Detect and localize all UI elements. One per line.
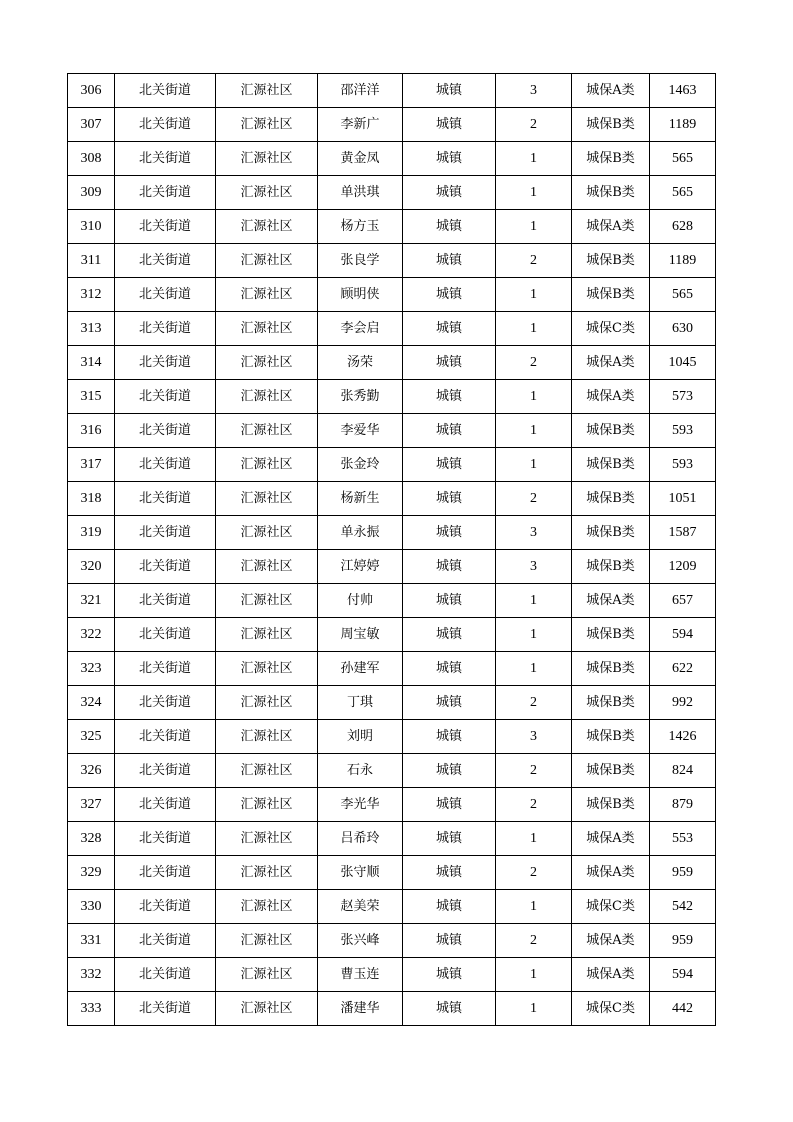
assistance-category-cell: 城保B类 xyxy=(572,516,650,550)
street-cell: 北关街道 xyxy=(115,414,216,448)
table-row xyxy=(68,176,716,210)
row-number-cell: 309 xyxy=(68,176,115,210)
people-count-cell: 1 xyxy=(496,448,572,482)
table-row xyxy=(68,788,716,822)
row-number-cell: 324 xyxy=(68,686,115,720)
row-number-cell: 311 xyxy=(68,244,115,278)
household-type-cell: 城镇 xyxy=(403,482,496,516)
amount-cell: 1463 xyxy=(650,74,716,108)
table-row xyxy=(68,550,716,584)
name-cell: 江婷婷 xyxy=(318,550,403,584)
assistance-category-cell: 城保B类 xyxy=(572,550,650,584)
name-cell: 赵美荣 xyxy=(318,890,403,924)
assistance-category-cell: 城保A类 xyxy=(572,856,650,890)
assistance-category-cell: 城保A类 xyxy=(572,74,650,108)
household-type-cell: 城镇 xyxy=(403,686,496,720)
community-cell: 汇源社区 xyxy=(216,108,318,142)
street-cell: 北关街道 xyxy=(115,822,216,856)
people-count-cell: 1 xyxy=(496,890,572,924)
street-cell: 北关街道 xyxy=(115,244,216,278)
community-cell: 汇源社区 xyxy=(216,74,318,108)
amount-cell: 622 xyxy=(650,652,716,686)
people-count-cell: 2 xyxy=(496,482,572,516)
table-row xyxy=(68,618,716,652)
household-type-cell: 城镇 xyxy=(403,958,496,992)
street-cell: 北关街道 xyxy=(115,720,216,754)
table-row xyxy=(68,380,716,414)
community-cell: 汇源社区 xyxy=(216,856,318,890)
community-cell: 汇源社区 xyxy=(216,822,318,856)
row-number-cell: 325 xyxy=(68,720,115,754)
name-cell: 顾明侠 xyxy=(318,278,403,312)
community-cell: 汇源社区 xyxy=(216,788,318,822)
row-number-cell: 320 xyxy=(68,550,115,584)
name-cell: 李会启 xyxy=(318,312,403,346)
people-count-cell: 2 xyxy=(496,754,572,788)
community-cell: 汇源社区 xyxy=(216,346,318,380)
row-number-cell: 330 xyxy=(68,890,115,924)
name-cell: 黄金凤 xyxy=(318,142,403,176)
amount-cell: 959 xyxy=(650,924,716,958)
community-cell: 汇源社区 xyxy=(216,550,318,584)
row-number-cell: 315 xyxy=(68,380,115,414)
amount-cell: 1209 xyxy=(650,550,716,584)
community-cell: 汇源社区 xyxy=(216,958,318,992)
street-cell: 北关街道 xyxy=(115,754,216,788)
street-cell: 北关街道 xyxy=(115,312,216,346)
assistance-recipients-table xyxy=(67,73,716,1026)
assistance-category-cell: 城保A类 xyxy=(572,380,650,414)
amount-cell: 959 xyxy=(650,856,716,890)
row-number-cell: 322 xyxy=(68,618,115,652)
table-row xyxy=(68,346,716,380)
community-cell: 汇源社区 xyxy=(216,210,318,244)
table-row xyxy=(68,992,716,1026)
table-row xyxy=(68,652,716,686)
people-count-cell: 1 xyxy=(496,958,572,992)
community-cell: 汇源社区 xyxy=(216,448,318,482)
community-cell: 汇源社区 xyxy=(216,720,318,754)
community-cell: 汇源社区 xyxy=(216,380,318,414)
amount-cell: 442 xyxy=(650,992,716,1026)
assistance-category-cell: 城保B类 xyxy=(572,244,650,278)
assistance-category-cell: 城保A类 xyxy=(572,958,650,992)
people-count-cell: 3 xyxy=(496,550,572,584)
people-count-cell: 3 xyxy=(496,720,572,754)
street-cell: 北关街道 xyxy=(115,176,216,210)
row-number-cell: 318 xyxy=(68,482,115,516)
assistance-category-cell: 城保B类 xyxy=(572,176,650,210)
street-cell: 北关街道 xyxy=(115,788,216,822)
name-cell: 李爱华 xyxy=(318,414,403,448)
people-count-cell: 1 xyxy=(496,618,572,652)
name-cell: 周宝敏 xyxy=(318,618,403,652)
street-cell: 北关街道 xyxy=(115,856,216,890)
row-number-cell: 326 xyxy=(68,754,115,788)
assistance-category-cell: 城保B类 xyxy=(572,482,650,516)
table-row xyxy=(68,210,716,244)
table-row xyxy=(68,924,716,958)
amount-cell: 594 xyxy=(650,958,716,992)
household-type-cell: 城镇 xyxy=(403,652,496,686)
amount-cell: 630 xyxy=(650,312,716,346)
street-cell: 北关街道 xyxy=(115,584,216,618)
people-count-cell: 2 xyxy=(496,686,572,720)
street-cell: 北关街道 xyxy=(115,686,216,720)
name-cell: 张守顺 xyxy=(318,856,403,890)
community-cell: 汇源社区 xyxy=(216,142,318,176)
household-type-cell: 城镇 xyxy=(403,822,496,856)
street-cell: 北关街道 xyxy=(115,448,216,482)
amount-cell: 553 xyxy=(650,822,716,856)
people-count-cell: 1 xyxy=(496,992,572,1026)
name-cell: 张兴峰 xyxy=(318,924,403,958)
household-type-cell: 城镇 xyxy=(403,210,496,244)
name-cell: 张良学 xyxy=(318,244,403,278)
people-count-cell: 1 xyxy=(496,176,572,210)
row-number-cell: 319 xyxy=(68,516,115,550)
people-count-cell: 2 xyxy=(496,244,572,278)
assistance-category-cell: 城保A类 xyxy=(572,210,650,244)
table-row xyxy=(68,142,716,176)
community-cell: 汇源社区 xyxy=(216,686,318,720)
people-count-cell: 1 xyxy=(496,822,572,856)
row-number-cell: 308 xyxy=(68,142,115,176)
amount-cell: 1045 xyxy=(650,346,716,380)
community-cell: 汇源社区 xyxy=(216,992,318,1026)
amount-cell: 593 xyxy=(650,448,716,482)
amount-cell: 565 xyxy=(650,278,716,312)
row-number-cell: 306 xyxy=(68,74,115,108)
table-row xyxy=(68,482,716,516)
street-cell: 北关街道 xyxy=(115,482,216,516)
row-number-cell: 316 xyxy=(68,414,115,448)
name-cell: 吕希玲 xyxy=(318,822,403,856)
people-count-cell: 1 xyxy=(496,414,572,448)
amount-cell: 1426 xyxy=(650,720,716,754)
street-cell: 北关街道 xyxy=(115,380,216,414)
people-count-cell: 1 xyxy=(496,584,572,618)
assistance-category-cell: 城保C类 xyxy=(572,312,650,346)
name-cell: 杨新生 xyxy=(318,482,403,516)
row-number-cell: 323 xyxy=(68,652,115,686)
people-count-cell: 2 xyxy=(496,346,572,380)
table-row xyxy=(68,244,716,278)
amount-cell: 573 xyxy=(650,380,716,414)
name-cell: 潘建华 xyxy=(318,992,403,1026)
street-cell: 北关街道 xyxy=(115,278,216,312)
household-type-cell: 城镇 xyxy=(403,414,496,448)
household-type-cell: 城镇 xyxy=(403,754,496,788)
row-number-cell: 328 xyxy=(68,822,115,856)
table-row xyxy=(68,74,716,108)
assistance-category-cell: 城保B类 xyxy=(572,278,650,312)
row-number-cell: 312 xyxy=(68,278,115,312)
table-row xyxy=(68,516,716,550)
amount-cell: 593 xyxy=(650,414,716,448)
table-body xyxy=(68,74,716,1026)
amount-cell: 879 xyxy=(650,788,716,822)
amount-cell: 657 xyxy=(650,584,716,618)
assistance-category-cell: 城保C类 xyxy=(572,890,650,924)
community-cell: 汇源社区 xyxy=(216,414,318,448)
row-number-cell: 310 xyxy=(68,210,115,244)
assistance-category-cell: 城保B类 xyxy=(572,108,650,142)
street-cell: 北关街道 xyxy=(115,142,216,176)
amount-cell: 565 xyxy=(650,176,716,210)
row-number-cell: 313 xyxy=(68,312,115,346)
assistance-category-cell: 城保A类 xyxy=(572,346,650,380)
table-row xyxy=(68,312,716,346)
name-cell: 张金玲 xyxy=(318,448,403,482)
household-type-cell: 城镇 xyxy=(403,176,496,210)
name-cell: 刘明 xyxy=(318,720,403,754)
amount-cell: 565 xyxy=(650,142,716,176)
people-count-cell: 1 xyxy=(496,652,572,686)
household-type-cell: 城镇 xyxy=(403,788,496,822)
people-count-cell: 2 xyxy=(496,856,572,890)
amount-cell: 1051 xyxy=(650,482,716,516)
row-number-cell: 314 xyxy=(68,346,115,380)
street-cell: 北关街道 xyxy=(115,924,216,958)
street-cell: 北关街道 xyxy=(115,550,216,584)
household-type-cell: 城镇 xyxy=(403,618,496,652)
row-number-cell: 329 xyxy=(68,856,115,890)
street-cell: 北关街道 xyxy=(115,890,216,924)
name-cell: 孙建军 xyxy=(318,652,403,686)
street-cell: 北关街道 xyxy=(115,346,216,380)
household-type-cell: 城镇 xyxy=(403,278,496,312)
name-cell: 汤荣 xyxy=(318,346,403,380)
household-type-cell: 城镇 xyxy=(403,584,496,618)
assistance-category-cell: 城保B类 xyxy=(572,686,650,720)
street-cell: 北关街道 xyxy=(115,652,216,686)
row-number-cell: 332 xyxy=(68,958,115,992)
amount-cell: 824 xyxy=(650,754,716,788)
household-type-cell: 城镇 xyxy=(403,856,496,890)
row-number-cell: 317 xyxy=(68,448,115,482)
amount-cell: 542 xyxy=(650,890,716,924)
amount-cell: 992 xyxy=(650,686,716,720)
community-cell: 汇源社区 xyxy=(216,584,318,618)
amount-cell: 594 xyxy=(650,618,716,652)
assistance-category-cell: 城保B类 xyxy=(572,448,650,482)
household-type-cell: 城镇 xyxy=(403,312,496,346)
amount-cell: 1189 xyxy=(650,108,716,142)
table-row xyxy=(68,822,716,856)
community-cell: 汇源社区 xyxy=(216,618,318,652)
assistance-category-cell: 城保B类 xyxy=(572,720,650,754)
people-count-cell: 1 xyxy=(496,142,572,176)
street-cell: 北关街道 xyxy=(115,992,216,1026)
table-row xyxy=(68,448,716,482)
name-cell: 杨方玉 xyxy=(318,210,403,244)
people-count-cell: 2 xyxy=(496,924,572,958)
household-type-cell: 城镇 xyxy=(403,108,496,142)
people-count-cell: 2 xyxy=(496,788,572,822)
community-cell: 汇源社区 xyxy=(216,754,318,788)
street-cell: 北关街道 xyxy=(115,210,216,244)
name-cell: 单永振 xyxy=(318,516,403,550)
community-cell: 汇源社区 xyxy=(216,312,318,346)
street-cell: 北关街道 xyxy=(115,516,216,550)
amount-cell: 1587 xyxy=(650,516,716,550)
name-cell: 付帅 xyxy=(318,584,403,618)
community-cell: 汇源社区 xyxy=(216,176,318,210)
household-type-cell: 城镇 xyxy=(403,890,496,924)
table-row xyxy=(68,890,716,924)
assistance-category-cell: 城保B类 xyxy=(572,142,650,176)
household-type-cell: 城镇 xyxy=(403,448,496,482)
community-cell: 汇源社区 xyxy=(216,278,318,312)
row-number-cell: 333 xyxy=(68,992,115,1026)
people-count-cell: 1 xyxy=(496,278,572,312)
name-cell: 李光华 xyxy=(318,788,403,822)
name-cell: 石永 xyxy=(318,754,403,788)
assistance-category-cell: 城保B类 xyxy=(572,788,650,822)
assistance-category-cell: 城保B类 xyxy=(572,414,650,448)
row-number-cell: 331 xyxy=(68,924,115,958)
table-row xyxy=(68,686,716,720)
table-row xyxy=(68,958,716,992)
street-cell: 北关街道 xyxy=(115,618,216,652)
community-cell: 汇源社区 xyxy=(216,890,318,924)
community-cell: 汇源社区 xyxy=(216,244,318,278)
household-type-cell: 城镇 xyxy=(403,720,496,754)
name-cell: 邵洋洋 xyxy=(318,74,403,108)
row-number-cell: 327 xyxy=(68,788,115,822)
street-cell: 北关街道 xyxy=(115,74,216,108)
assistance-category-cell: 城保C类 xyxy=(572,992,650,1026)
table-row xyxy=(68,754,716,788)
assistance-category-cell: 城保A类 xyxy=(572,822,650,856)
table-row xyxy=(68,278,716,312)
community-cell: 汇源社区 xyxy=(216,924,318,958)
household-type-cell: 城镇 xyxy=(403,550,496,584)
amount-cell: 1189 xyxy=(650,244,716,278)
table-row xyxy=(68,856,716,890)
table-row xyxy=(68,720,716,754)
name-cell: 张秀勤 xyxy=(318,380,403,414)
assistance-category-cell: 城保A类 xyxy=(572,924,650,958)
household-type-cell: 城镇 xyxy=(403,346,496,380)
people-count-cell: 1 xyxy=(496,380,572,414)
community-cell: 汇源社区 xyxy=(216,516,318,550)
table-row xyxy=(68,108,716,142)
street-cell: 北关街道 xyxy=(115,958,216,992)
household-type-cell: 城镇 xyxy=(403,74,496,108)
assistance-category-cell: 城保B类 xyxy=(572,618,650,652)
row-number-cell: 321 xyxy=(68,584,115,618)
community-cell: 汇源社区 xyxy=(216,652,318,686)
name-cell: 李新广 xyxy=(318,108,403,142)
name-cell: 丁琪 xyxy=(318,686,403,720)
assistance-category-cell: 城保B类 xyxy=(572,652,650,686)
street-cell: 北关街道 xyxy=(115,108,216,142)
people-count-cell: 3 xyxy=(496,516,572,550)
people-count-cell: 1 xyxy=(496,210,572,244)
people-count-cell: 3 xyxy=(496,74,572,108)
name-cell: 单洪琪 xyxy=(318,176,403,210)
household-type-cell: 城镇 xyxy=(403,244,496,278)
name-cell: 曹玉连 xyxy=(318,958,403,992)
assistance-category-cell: 城保B类 xyxy=(572,754,650,788)
household-type-cell: 城镇 xyxy=(403,992,496,1026)
household-type-cell: 城镇 xyxy=(403,142,496,176)
community-cell: 汇源社区 xyxy=(216,482,318,516)
table-row xyxy=(68,414,716,448)
household-type-cell: 城镇 xyxy=(403,924,496,958)
household-type-cell: 城镇 xyxy=(403,516,496,550)
table-row xyxy=(68,584,716,618)
household-type-cell: 城镇 xyxy=(403,380,496,414)
people-count-cell: 2 xyxy=(496,108,572,142)
assistance-category-cell: 城保A类 xyxy=(572,584,650,618)
row-number-cell: 307 xyxy=(68,108,115,142)
people-count-cell: 1 xyxy=(496,312,572,346)
amount-cell: 628 xyxy=(650,210,716,244)
